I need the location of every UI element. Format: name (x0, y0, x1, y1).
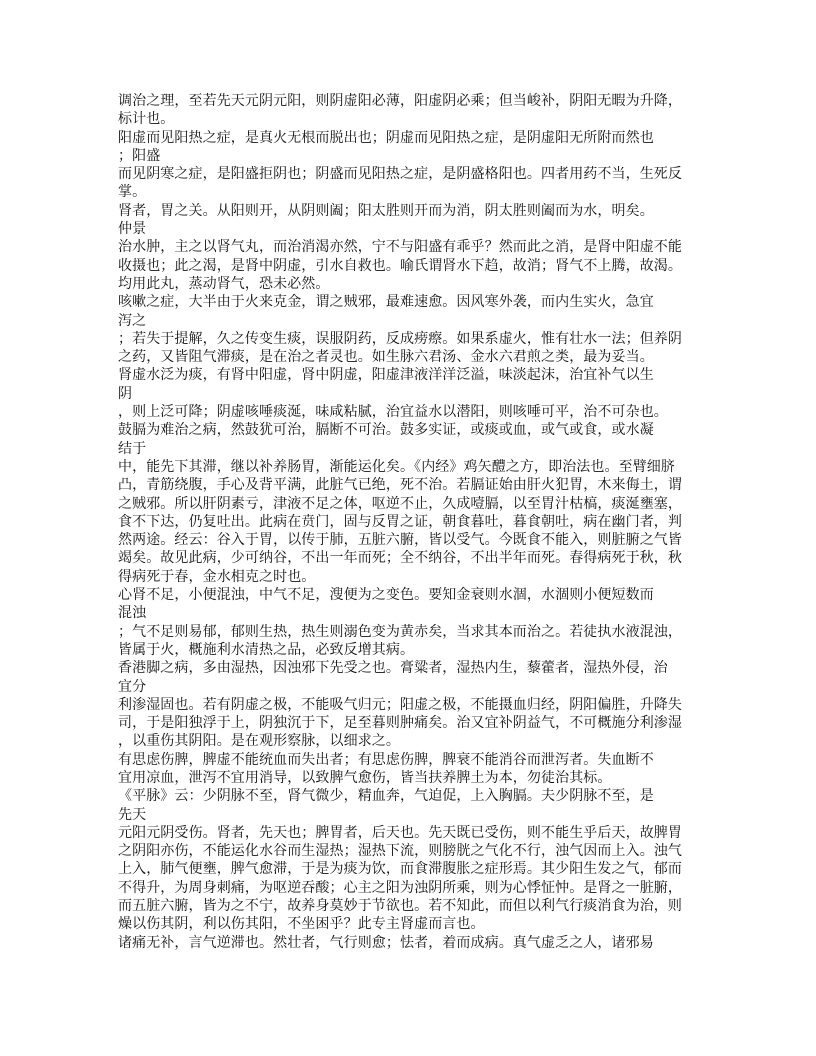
text-line: 食不下达，仍复吐出。此病在贲门，固与反胃之证，朝食暮吐，暮食朝吐，病在幽门者，判 (118, 513, 682, 530)
text-line: 肾虚水泛为痰，有肾中阳虚，肾中阴虚，阳虚津液洋洋泛溢，味淡起沫，治宜补气以生 (118, 367, 654, 384)
text-line: 而见阴寒之症，是阳盛拒阴也；阴盛而见阳热之症，是阴盛格阳也。四者用药不当，生死反 (118, 166, 682, 183)
text-line: 结于 (118, 440, 147, 457)
text-line: 不得升，为周身刺痛，为呕逆吞酸；心主之阳为浊阴所乘，则为心悸怔忡。是肾之一脏腑， (118, 879, 682, 896)
text-line: 燥以伤其阴，利以伤其阳，不坐困乎？此专主肾虚而言也。 (118, 916, 485, 933)
text-line: ，以重伤其阴阳。是在观形察脉，以细求之。 (118, 733, 400, 750)
text-line: 利渗湿固也。若有阴虚之极，不能吸气归元；阳虚之极，不能摄血归经，阴阳偏胜，升降失 (118, 696, 682, 713)
text-line: 司，于是阳独浮于上，阴独沉于下，足至暮则肿痛矣。治又宜补阴益气，不可概施分利渗湿 (118, 715, 682, 732)
text-line: 之药，又皆阻气滞痰，是在治之者灵也。如生脉六君汤、金水六君煎之类，最为妥当。 (118, 349, 654, 366)
text-line: 《平脉》云：少阴脉不至，肾气微少，精血奔，气迫促，上入胸膈。夫少阴脉不至，是 (118, 788, 654, 805)
text-line: 宜用凉血，泄泻不宜用消导，以致脾气愈伤，皆当扶养脾土为本，勿徒治其标。 (118, 769, 612, 786)
text-line: ；阳盛 (118, 147, 161, 164)
document-body (118, 92, 718, 952)
text-line: 皆属于火，概施利水清热之品，必致反增其病。 (118, 641, 415, 658)
text-line: 上入，肺气便壅，脾气愈滞，于是为痰为饮，而食滞腹胀之症形焉。其少阳生发之气，郁而 (118, 861, 682, 878)
text-line: 收摄也；此之渴，是肾中阴虚，引水自救也。喻氏谓肾水下趋，故消；肾气不上腾，故渴。 (118, 257, 682, 274)
text-line: 肾者，胃之关。从阳则开，从阴则阖；阳太胜则开而为消，阴太胜则阖而为水，明矣。 (118, 202, 654, 219)
text-line: 之阴阳亦伤，不能运化水谷而生湿热；湿热下流，则膀胱之气化不行，浊气因而上入。浊气 (118, 843, 682, 860)
text-line: 标计也。 (118, 111, 175, 128)
text-line: ；气不足则易郁，郁则生热，热生则溺色变为黄赤矣，当求其本而治之。若徒执水液混浊， (118, 623, 682, 640)
text-line: 诸痛无补，言气逆滞也。然壮者，气行则愈；怯者，着而成病。真气虚乏之人，诸邪易 (118, 934, 654, 951)
text-line: 混浊 (118, 605, 147, 622)
text-line: 得病死于春，金水相克之时也。 (118, 568, 316, 585)
text-line: 阳虚而见阳热之症，是真火无根而脱出也；阴虚而见阳热之症，是阴虚阳无所附而然也 (118, 129, 654, 146)
text-line: 仲景 (118, 221, 147, 238)
text-line: 阴 (118, 385, 133, 402)
text-line: 然两途。经云：谷入于胃，以传于肺，五脏六腑，皆以受气。今既食不能入，则脏腑之气皆 (118, 532, 682, 549)
text-line: 治水肿，主之以肾气丸，而治消渴亦然，宁不与阳盛有乖乎？然而此之消，是肾中阳虚不能 (118, 239, 682, 256)
text-line: 中，能先下其滞，继以补养肠胃，渐能运化矣。《内经》鸡矢醴之方，即治法也。至臂细脐 (118, 458, 675, 475)
text-line: 元阳元阴受伤。肾者，先天也；脾胃者，后天也。先天既已受伤，则不能生乎后天，故脾胃 (118, 824, 682, 841)
text-line: ；若失于提解，久之传变生痰，误服阴药，反成痨瘵。如果系虚火，惟有壮水一法；但养阴 (118, 330, 682, 347)
text-line: 先天 (118, 806, 147, 823)
text-line: 调治之理，至若先天元阴元阳，则阴虚阳必薄，阳虚阴必乘；但当峻补，阴阳无暇为升降， (118, 93, 682, 109)
text-line: 凸，青筋绕腹，手心及背平满，此脏气已绝，死不治。若膈证始由肝火犯胃，木来侮土，谓 (118, 477, 682, 494)
text-line: 心肾不足，小便混浊，中气不足，溲便为之变色。要知金衰则水涸，水涸则小便短数而 (118, 587, 654, 604)
text-line: 宜分 (118, 678, 147, 695)
text-line: 鼓膈为难治之病，然鼓犹可治，膈断不可治。鼓多实证，或痰或血，或气或食，或水凝 (118, 422, 654, 439)
text-line: 有思虑伤脾，脾虚不能统血而失出者；有思虑伤脾，脾衰不能消谷而泄泻者。失血断不 (118, 751, 654, 768)
text-line: 而五脏六腑，皆为之不宁，故养身莫妙于节欲也。若不知此，而但以利气行痰消食为治，则 (118, 898, 682, 915)
text-line: 泻之 (118, 312, 147, 329)
text-line: 均用此丸，蒸动肾气，恐未必然。 (118, 275, 330, 292)
text-line: 掌。 (118, 184, 147, 201)
text-line: 咳嗽之症，大半由于火来克金，谓之贼邪，最难速愈。因风寒外袭，而内生实火，急宜 (118, 294, 654, 311)
text-line: 香港脚之病，多由湿热，因浊邪下先受之也。膏粱者，湿热内生，藜藿者，湿热外侵，治 (118, 660, 668, 677)
text-line: ，则上泛可降；阴虚咳唾痰涎，味咸粘腻，治宜益水以潜阳，则咳唾可平，治不可杂也。 (118, 404, 668, 421)
text-line: 竭矣。故见此病，少可纳谷，不出一年而死；全不纳谷，不出半年而死。春得病死于秋，秋 (118, 550, 682, 567)
text-line: 之贼邪。所以肝阴素亏，津液不足之体，呕逆不止，久成噎膈，以至胃汁枯槁，痰涎壅塞， (118, 495, 682, 512)
